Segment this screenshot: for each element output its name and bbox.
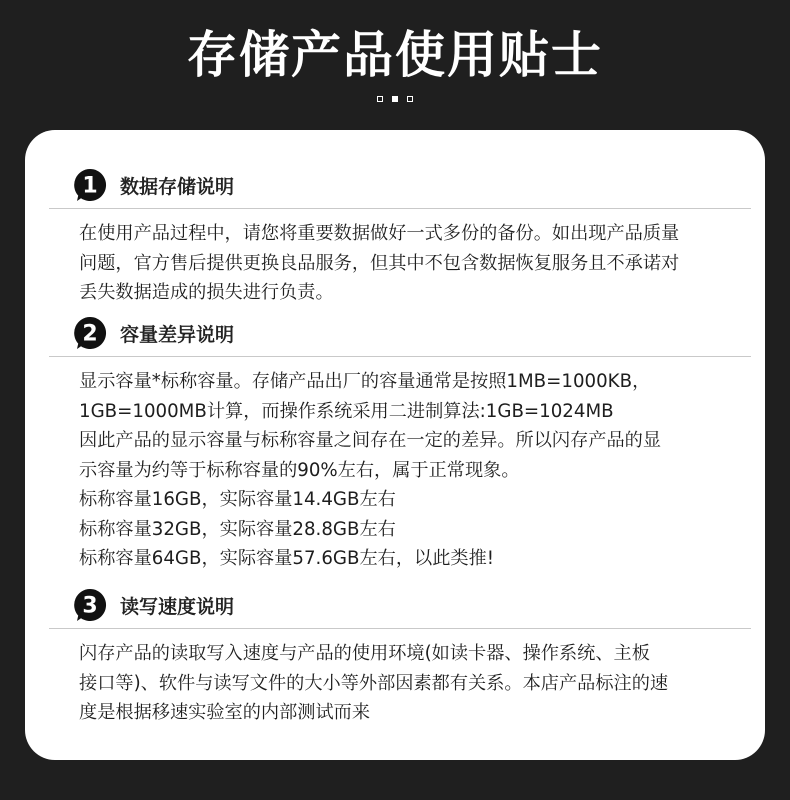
body-line: 度是根据移速实验室的内部测试而来 bbox=[79, 702, 371, 723]
pagination-dot bbox=[377, 96, 383, 102]
section-title: 读写速度说明 bbox=[120, 596, 235, 618]
body-line: 接口等)、软件与读写文件的大小等外部因素都有关系。本店产品标注的速 bbox=[79, 672, 669, 694]
number-badge-icon bbox=[73, 168, 107, 202]
body-line: 标称容量32GB，实际容量28.8GB左右 bbox=[79, 518, 396, 540]
badge-number: 2 bbox=[82, 321, 98, 347]
body-line: 1GB=1000MB计算，而操作系统采用二进制算法:1GB=1024MB bbox=[79, 400, 614, 422]
section-header bbox=[49, 584, 751, 629]
pagination-dot-active bbox=[392, 96, 398, 102]
section-title: 容量差异说明 bbox=[120, 324, 235, 346]
number-badge-icon bbox=[73, 316, 107, 350]
body-line: 标称容量16GB，实际容量14.4GB左右 bbox=[79, 489, 396, 510]
badge-number: 1 bbox=[82, 173, 98, 199]
body-line: 示容量为约等于标称容量的90%左右，属于正常现象。 bbox=[79, 459, 520, 481]
body-line: 在使用产品过程中，请您将重要数据做好一式多份的备份。如出现产品质量 bbox=[79, 223, 680, 244]
page-title: 存储产品使用贴士 bbox=[187, 26, 603, 84]
body-line: 问题，官方售后提供更换良品服务，但其中不包含数据恢复服务且不承诺对 bbox=[79, 252, 680, 274]
pagination-dots bbox=[0, 96, 790, 102]
section-capacity-difference bbox=[49, 312, 751, 574]
pagination-dot bbox=[407, 96, 413, 102]
section-body bbox=[49, 629, 751, 728]
section-body bbox=[49, 357, 751, 574]
body-line: 闪存产品的读取写入速度与产品的使用环境(如读卡器、操作系统、主板 bbox=[79, 643, 650, 664]
section-body bbox=[49, 209, 751, 308]
badge-number: 3 bbox=[82, 593, 98, 619]
body-line: 显示容量*标称容量。存储产品出厂的容量通常是按照1MB=1000KB， bbox=[79, 371, 651, 392]
body-line: 因此产品的显示容量与标称容量之间存在一定的差异。所以闪存产品的显 bbox=[79, 430, 662, 451]
number-badge-icon bbox=[73, 588, 107, 622]
section-header bbox=[49, 164, 751, 209]
section-header bbox=[49, 312, 751, 357]
body-line: 丢失数据造成的损失进行负责。 bbox=[79, 282, 334, 303]
body-line: 标称容量64GB，实际容量57.6GB左右，以此类推! bbox=[79, 548, 495, 569]
section-data-storage bbox=[49, 164, 751, 308]
section-title: 数据存储说明 bbox=[120, 176, 235, 198]
section-read-write-speed bbox=[49, 584, 751, 728]
